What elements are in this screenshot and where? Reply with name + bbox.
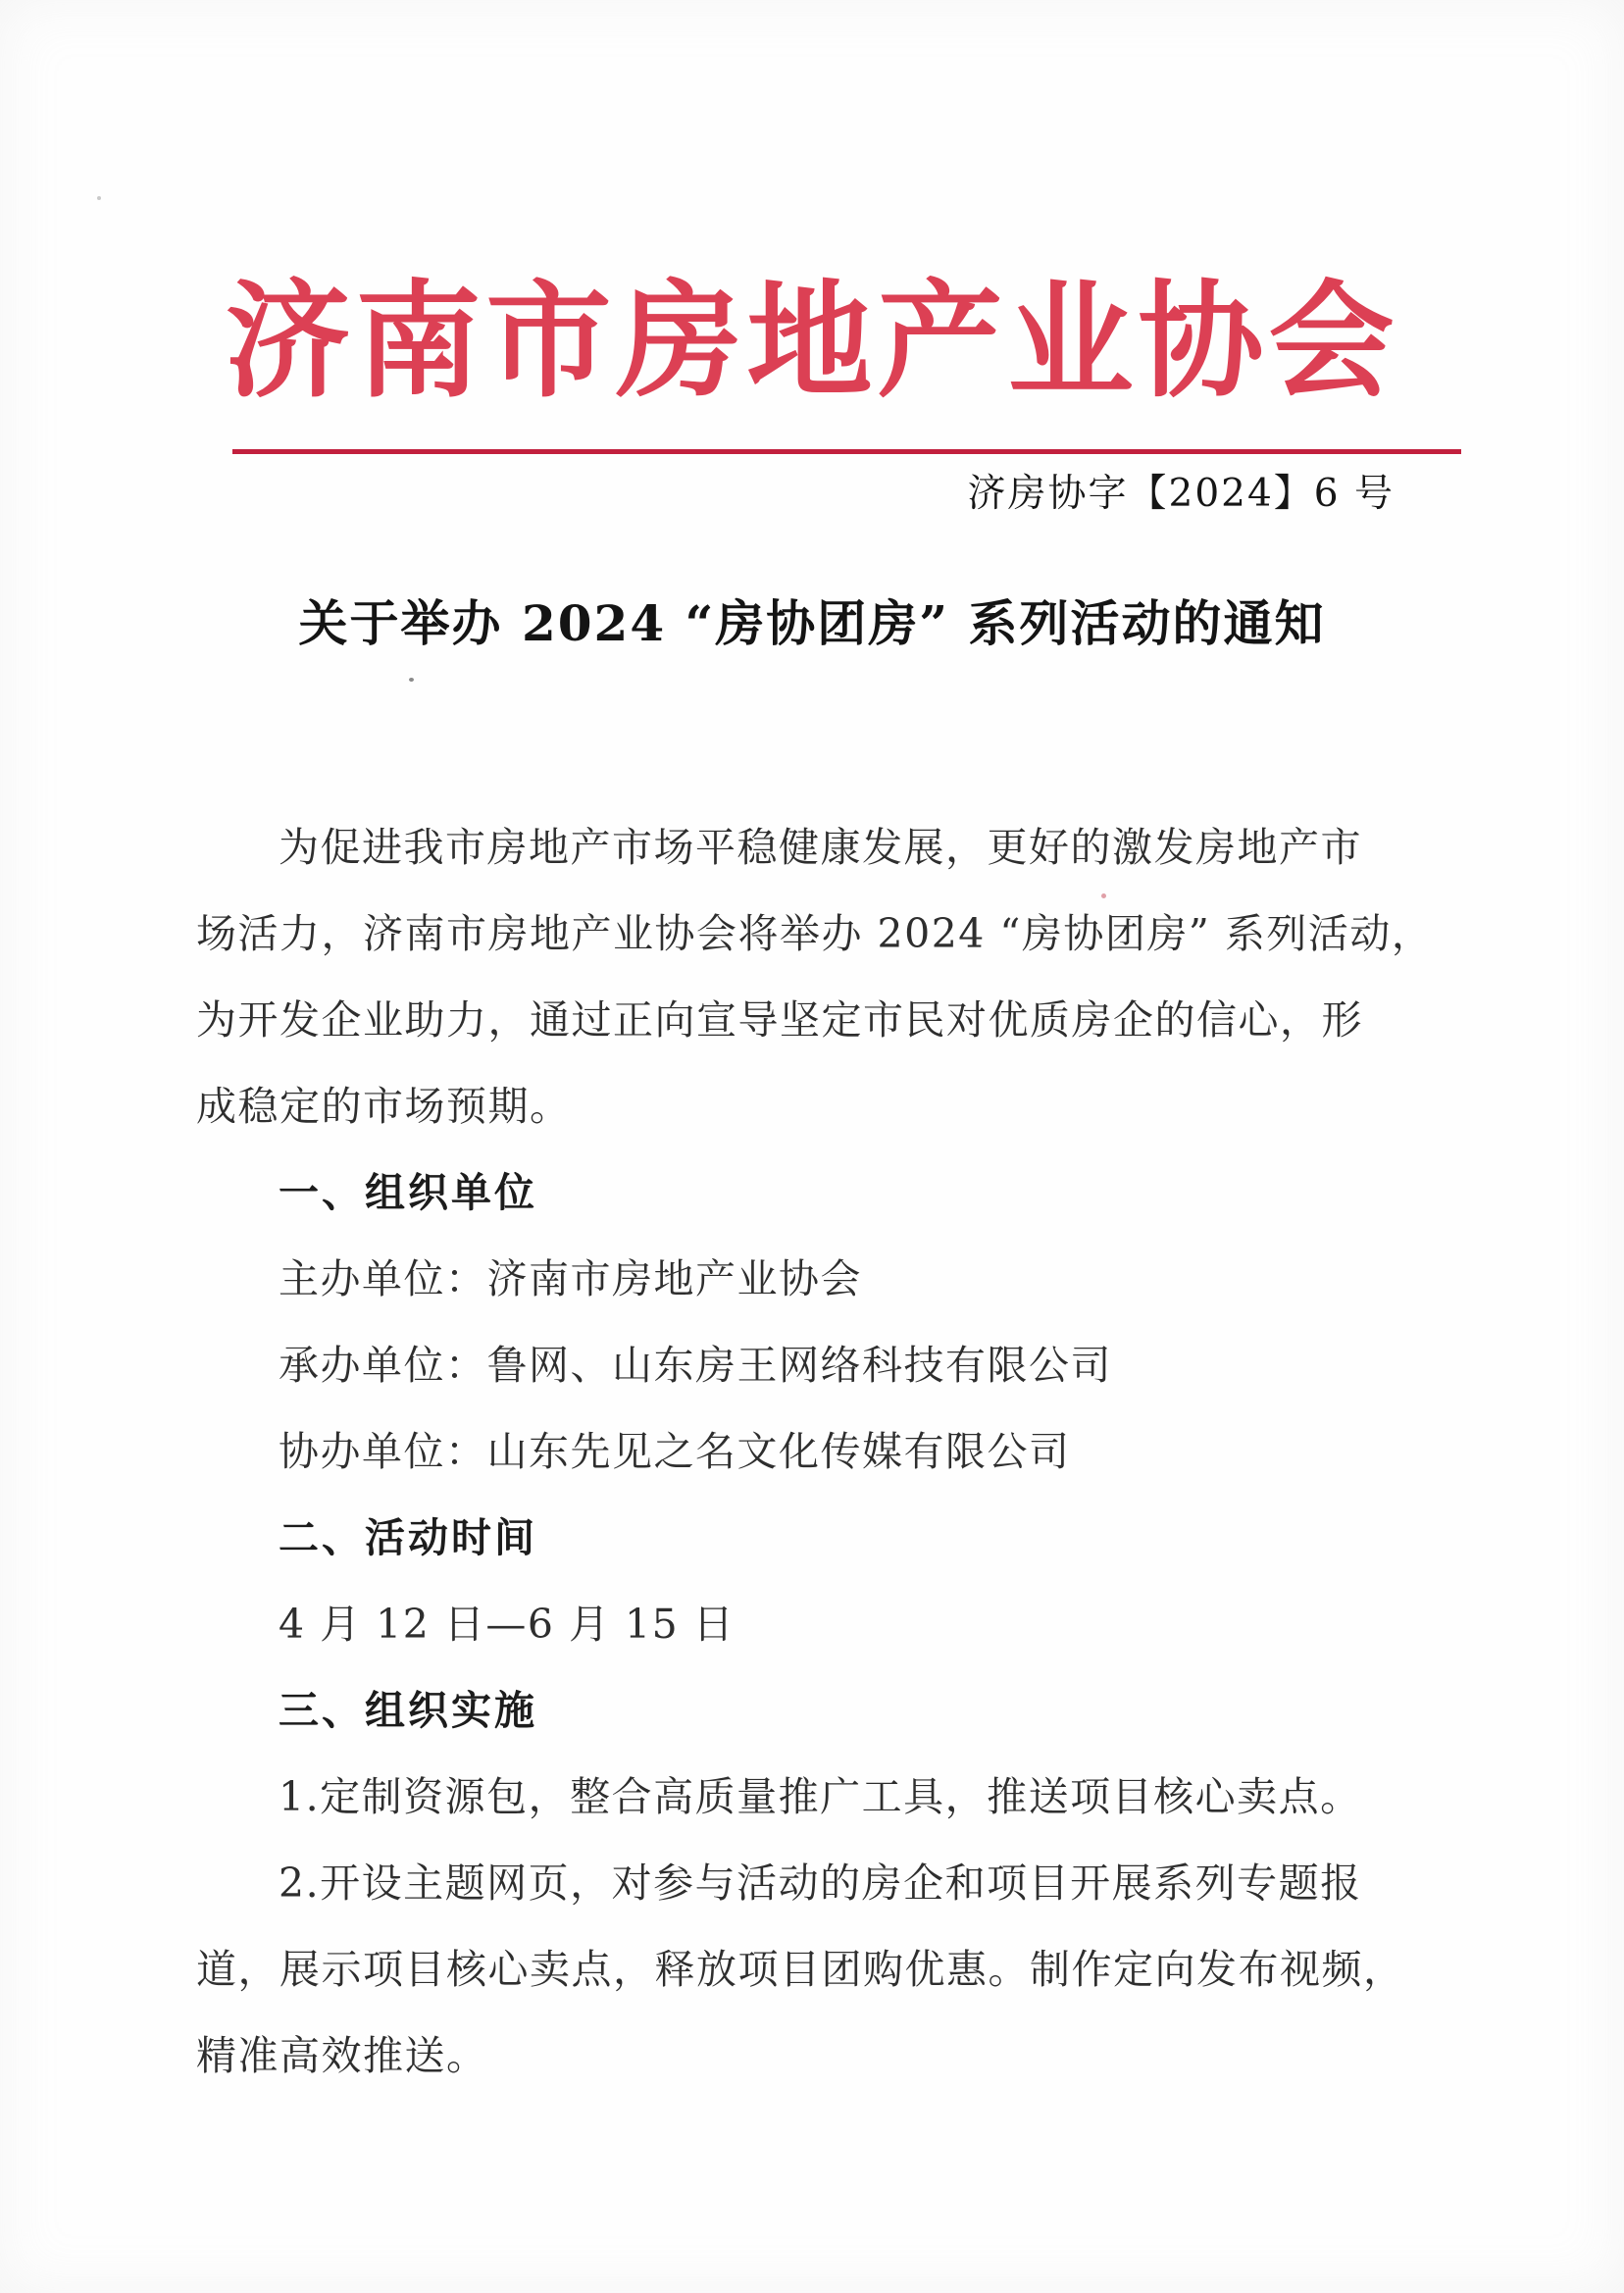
- section-heading-implementation: 三、组织实施: [279, 1687, 537, 1734]
- organizer-undertaker-line: 承办单位：鲁网、山东房王网络科技有限公司: [279, 1342, 1112, 1389]
- paragraph-line: 场活力，济南市房地产业协会将举办 2024 “房协团房” 系列活动，: [196, 910, 1434, 957]
- section-heading-organizers: 一、组织单位: [279, 1169, 537, 1216]
- notice-title: 关于举办 2024 “房协团房” 系列活动的通知: [298, 594, 1326, 652]
- implementation-item-line: 精准高效推送。: [196, 2032, 488, 2079]
- scan-speck: [97, 196, 101, 200]
- letterhead-title: 济南市房地产业协会: [225, 268, 1399, 415]
- paragraph-line: 为促进我市房地产市场平稳健康发展，更好的激发房地产市: [279, 824, 1362, 871]
- section-heading-event-time: 二、活动时间: [279, 1514, 537, 1561]
- scan-speck: [409, 678, 414, 682]
- notice-body: [196, 804, 1438, 2099]
- implementation-item-line: 1.定制资源包，整合高质量推广工具，推送项目核心卖点。: [279, 1773, 1362, 1820]
- organizer-coorganizer-line: 协办单位：山东先见之名文化传媒有限公司: [279, 1428, 1071, 1475]
- implementation-item-line: 道，展示项目核心卖点，释放项目团购优惠。制作定向发布视频，: [196, 1946, 1405, 1993]
- letterhead-divider-rule: [232, 449, 1461, 454]
- event-date-line: 4 月 12 日—6 月 15 日: [279, 1601, 736, 1648]
- organizer-host-line: 主办单位：济南市房地产业协会: [279, 1255, 862, 1302]
- paragraph-line: 为开发企业助力，通过正向宣导坚定市民对优质房企的信心，形: [196, 996, 1363, 1044]
- scan-speck: [1101, 893, 1106, 898]
- implementation-item-line: 2.开设主题网页，对参与活动的房企和项目开展系列专题报: [279, 1860, 1362, 1907]
- document-number: 济房协字【2024】6 号: [967, 472, 1395, 516]
- paragraph-line: 成稳定的市场预期。: [196, 1083, 572, 1130]
